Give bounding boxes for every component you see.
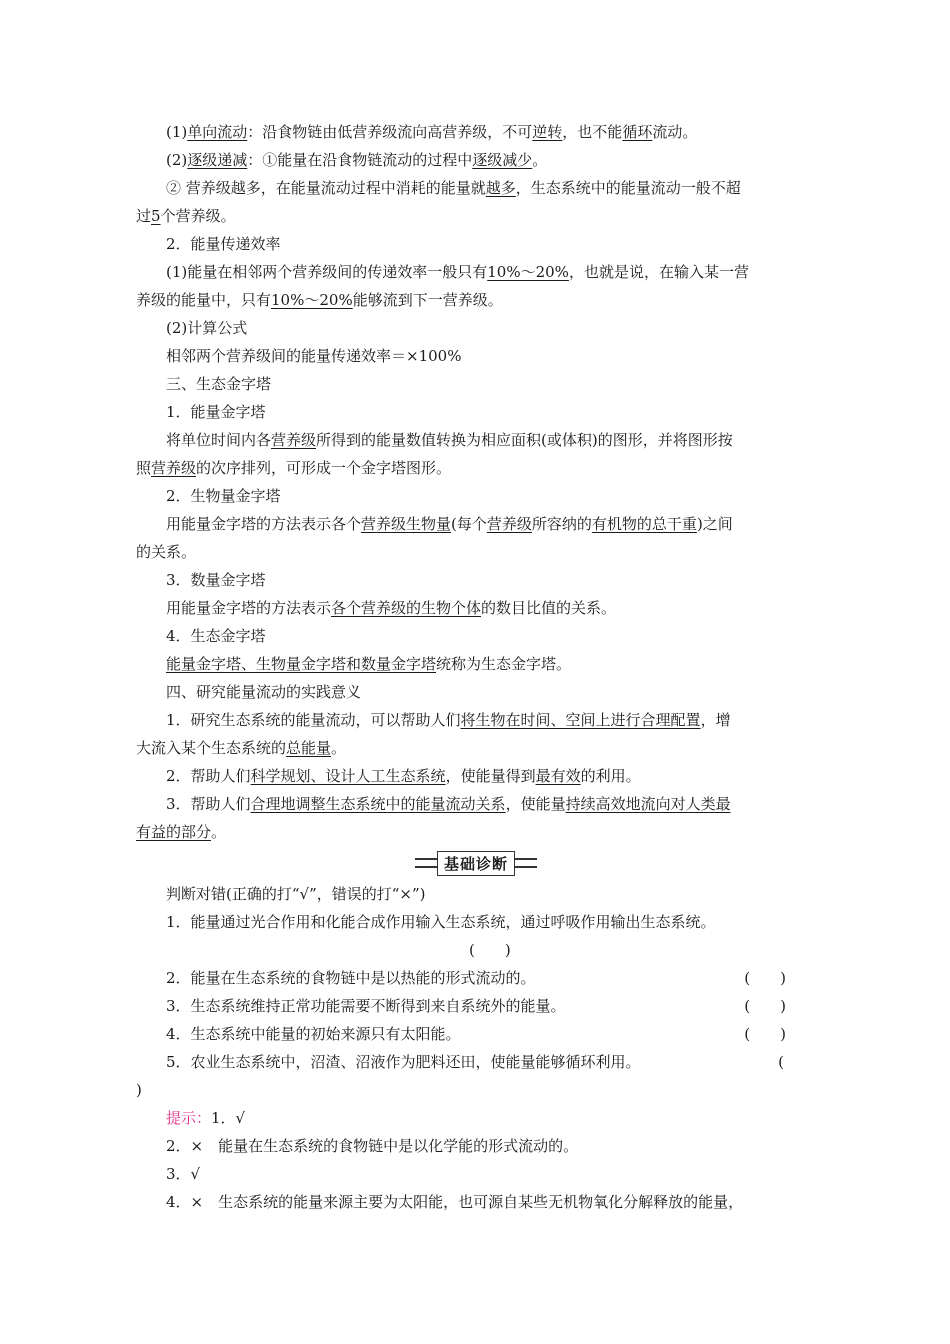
heading-formula: (2)计算公式 <box>166 319 248 337</box>
question-5-paren-close: ) <box>136 1081 142 1099</box>
section-title-practice: 四、研究能量流动的实践意义 <box>166 683 362 701</box>
diagnosis-intro: 判断对错(正确的打“√”，错误的打“×”) <box>166 885 426 903</box>
paragraph-gradual-decrease: (2)逐级递减：①能量在沿食物链流动的过程中逐级减少。 <box>166 151 548 169</box>
banner-left-bar <box>415 858 437 868</box>
answer-blank: 10%～20% <box>271 291 353 309</box>
section-title-pyramid: 三、生态金字塔 <box>166 375 272 393</box>
answer-blank: 5 <box>151 207 161 225</box>
question-5: 5．农业生态系统中，沼渣、沼液作为肥料还田，使能量能够循环利用。 ( <box>136 1048 816 1076</box>
answer-paren: ( ) <box>744 997 786 1015</box>
paragraph-energy-pyramid: 将单位时间内各营养级所得到的能量数值转换为相应面积(或体积)的图形，并将图形按 <box>166 431 733 449</box>
hint-label: 提示： <box>166 1109 212 1127</box>
answer-4: 4．× 生态系统的能量来源主要为太阳能，也可源自某些无机物氧化分解释放的能量， <box>166 1193 744 1211</box>
answer-blank: 营养级 <box>271 431 317 449</box>
heading-energy-pyramid: 1．能量金字塔 <box>166 403 266 421</box>
answer-blank: 有机物的总干重 <box>591 515 697 533</box>
question-1: 1．能量通过光合作用和化能合成作用输入生态系统，通过呼吸作用输出生态系统。 <box>166 913 716 931</box>
answer-blank: 单向流动 <box>187 123 248 141</box>
heading-biomass-pyramid: 2．生物量金字塔 <box>166 487 281 505</box>
heading-number-pyramid: 3．数量金字塔 <box>166 571 266 589</box>
paragraph-practice-3-cont: 有益的部分。 <box>136 823 227 841</box>
paragraph-biomass-pyramid-cont: 的关系。 <box>136 543 197 561</box>
answer-blank: 合理地调整生态系统中的能量流动关系 <box>250 795 506 813</box>
paragraph-more-levels-cont: 过5个营养级。 <box>136 207 236 225</box>
diagnosis-banner <box>415 851 537 876</box>
paragraph-practice-2: 2．帮助人们科学规划、设计人工生态系统，使能量得到最有效的利用。 <box>166 767 641 785</box>
question-4: 4．生态系统中能量的初始来源只有太阳能。 ( ) <box>136 1020 816 1048</box>
answer-blank: 将生物在时间、空间上进行合理配置 <box>460 711 701 729</box>
answer-blank: 逆转 <box>532 123 563 141</box>
paragraph-practice-1: 1．研究生态系统的能量流动，可以帮助人们将生物在时间、空间上进行合理配置，增 <box>166 711 731 729</box>
question-2: 2．能量在生态系统的食物链中是以热能的形式流动的。 ( ) <box>136 964 816 992</box>
answer-blank: 逐级减少 <box>472 151 533 169</box>
banner-label: 基础诊断 <box>437 851 515 876</box>
answer-paren: ( ) <box>744 1025 786 1043</box>
answer-blank: 营养级生物量 <box>361 515 452 533</box>
answer-blank: 能量金字塔、生物量金字塔和数量金字塔 <box>166 655 437 673</box>
question-1-paren: ( ) <box>469 941 511 959</box>
answer-blank: 有益的部分 <box>136 823 212 841</box>
answer-blank: 各个营养级的生物个体 <box>331 599 482 617</box>
answer-blank: 最有效 <box>535 767 581 785</box>
paragraph-unidirectional-flow: (1)单向流动：沿食物链由低营养级流向高营养级，不可逆转，也不能循环流动。 <box>166 123 698 141</box>
answer-blank: 总能量 <box>286 739 332 757</box>
paragraph-efficiency-cont: 养级的能量中，只有10%～20%能够流到下一营养级。 <box>136 291 503 309</box>
banner-right-bar <box>515 858 537 868</box>
paragraph-efficiency: (1)能量在相邻两个营养级间的传递效率一般只有10%～20%，也就是说，在输入某一营 <box>166 263 749 281</box>
answer-blank: 科学规划、设计人工生态系统 <box>250 767 446 785</box>
answer-3: 3．√ <box>166 1165 201 1183</box>
paragraph-ecological-pyramid: 能量金字塔、生物量金字塔和数量金字塔统称为生态金字塔。 <box>166 655 572 673</box>
answer-paren-open: ( <box>778 1053 784 1071</box>
heading-transfer-efficiency: 2．能量传递效率 <box>166 235 281 253</box>
document-page <box>136 118 816 1216</box>
heading-ecological-pyramid: 4．生态金字塔 <box>166 627 266 645</box>
paragraph-number-pyramid: 用能量金字塔的方法表示各个营养级的生物个体的数目比值的关系。 <box>166 599 617 617</box>
formula-text: 相邻两个营养级间的能量传递效率＝×100% <box>166 347 462 365</box>
answer-1: 提示：1．√ <box>166 1109 246 1127</box>
answer-blank: 营养级 <box>151 459 197 477</box>
answer-blank: 营养级 <box>486 515 532 533</box>
diagnosis-banner-row <box>136 846 816 880</box>
answer-blank: 逐级递减 <box>187 151 248 169</box>
answer-2: 2．× 能量在生态系统的食物链中是以化学能的形式流动的。 <box>166 1137 579 1155</box>
answer-blank: 越多 <box>485 179 516 197</box>
answer-paren: ( ) <box>744 969 786 987</box>
answer-blank: 循环 <box>622 123 653 141</box>
paragraph-biomass-pyramid: 用能量金字塔的方法表示各个营养级生物量(每个营养级所容纳的有机物的总干重)之间 <box>166 515 733 533</box>
answer-blank: 10%～20% <box>487 263 569 281</box>
paragraph-practice-1-cont: 大流入某个生态系统的总能量。 <box>136 739 347 757</box>
paragraph-more-levels: ② 营养级越多，在能量流动过程中消耗的能量就越多，生态系统中的能量流动一般不超 <box>166 179 741 197</box>
paragraph-practice-3: 3．帮助人们合理地调整生态系统中的能量流动关系，使能量持续高效地流向对人类最 <box>166 795 731 813</box>
answer-blank: 持续高效地流向对人类最 <box>565 795 731 813</box>
paragraph-energy-pyramid-cont: 照营养级的次序排列，可形成一个金字塔图形。 <box>136 459 452 477</box>
question-3: 3．生态系统维持正常功能需要不断得到来自系统外的能量。 ( ) <box>136 992 816 1020</box>
